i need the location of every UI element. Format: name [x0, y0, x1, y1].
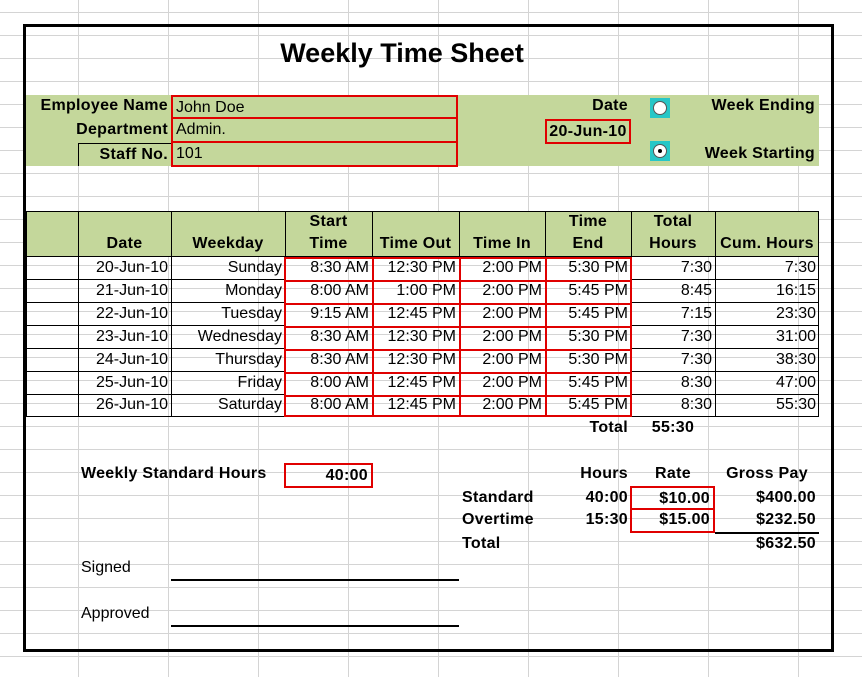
- cell-start-time[interactable]: 8:00 AM: [310, 281, 369, 299]
- cell-date: 24-Jun-10: [95, 350, 168, 368]
- cell-date: 21-Jun-10: [95, 281, 168, 299]
- standard-label: Standard: [462, 489, 534, 506]
- week-ending-label: Week Ending: [711, 97, 815, 114]
- date-label: Date: [592, 97, 628, 114]
- signed-label: Signed: [81, 559, 131, 576]
- cell-start-time[interactable]: 8:30 AM: [310, 327, 369, 345]
- cell-time-end[interactable]: 5:30 PM: [568, 259, 628, 276]
- col-header-time-out: Time Out: [379, 235, 452, 252]
- week-starting-radio[interactable]: [650, 141, 670, 161]
- cell-total-hours: 7:30: [680, 350, 712, 368]
- cell-cum-hours: 47:00: [775, 373, 816, 391]
- cell-date: 22-Jun-10: [95, 304, 168, 322]
- cell-time-out[interactable]: 12:45 PM: [387, 396, 456, 414]
- hours-header: Hours: [580, 465, 628, 482]
- approved-line[interactable]: [171, 625, 459, 627]
- overtime-rate-field[interactable]: $15.00: [630, 509, 715, 533]
- cell-time-out[interactable]: 12:30 PM: [387, 259, 456, 276]
- cell-weekday: Friday: [237, 373, 282, 391]
- date-field[interactable]: 20-Jun-10: [545, 119, 631, 144]
- cell-start-time[interactable]: 9:15 AM: [310, 304, 369, 322]
- staff-no-label: Staff No.: [78, 143, 171, 166]
- page-title: Weekly Time Sheet: [280, 38, 524, 68]
- weekly-std-hours-field[interactable]: 40:00: [284, 463, 373, 488]
- cell-time-out[interactable]: 12:30 PM: [387, 327, 456, 345]
- cell-time-out[interactable]: 12:45 PM: [387, 304, 456, 322]
- radio-dot-icon: [653, 101, 667, 115]
- col-header-end-2: End: [572, 235, 604, 252]
- cell-time-end[interactable]: 5:45 PM: [568, 281, 628, 299]
- cell-time-out[interactable]: 1:00 PM: [396, 281, 456, 299]
- cell-weekday: Saturday: [217, 396, 282, 414]
- col-header-date: Date: [106, 235, 143, 252]
- cell-weekday: Tuesday: [221, 304, 282, 322]
- standard-hours: 40:00: [585, 489, 628, 506]
- approved-label: Approved: [81, 605, 150, 622]
- cell-cum-hours: 16:15: [775, 281, 816, 299]
- cell-start-time[interactable]: 8:00 AM: [310, 396, 369, 414]
- cell-cum-hours: 7:30: [784, 259, 816, 276]
- cell-time-end[interactable]: 5:30 PM: [568, 327, 628, 345]
- cell-time-end[interactable]: 5:45 PM: [568, 396, 628, 414]
- col-header-start-1: Start: [309, 213, 348, 230]
- cell-total-hours: 7:30: [680, 259, 712, 276]
- cell-time-in[interactable]: 2:00 PM: [482, 304, 542, 322]
- cell-cum-hours: 55:30: [775, 396, 816, 414]
- cell-time-in[interactable]: 2:00 PM: [482, 281, 542, 299]
- cell-total-hours: 7:15: [680, 304, 712, 322]
- cell-start-time[interactable]: 8:30 AM: [310, 350, 369, 368]
- col-header-start-2: Time: [309, 235, 348, 252]
- week-ending-radio[interactable]: [650, 98, 670, 118]
- cell-weekday: Thursday: [215, 350, 282, 368]
- employee-name-field[interactable]: John Doe: [171, 95, 458, 119]
- cell-time-out[interactable]: 12:45 PM: [387, 373, 456, 391]
- weekly-std-hours-label: Weekly Standard Hours: [81, 465, 267, 482]
- col-header-total-1: Total: [653, 213, 693, 230]
- cell-start-time[interactable]: 8:30 AM: [310, 259, 369, 276]
- cell-date: 20-Jun-10: [95, 259, 168, 276]
- col-header-time-in: Time In: [473, 235, 531, 252]
- overtime-hours: 15:30: [585, 511, 628, 528]
- staff-no-field[interactable]: 101: [171, 143, 458, 167]
- cell-time-in[interactable]: 2:00 PM: [482, 327, 542, 345]
- cell-time-in[interactable]: 2:00 PM: [482, 373, 542, 391]
- summary-total-gross: $632.50: [756, 535, 816, 552]
- cell-weekday: Sunday: [227, 259, 282, 276]
- cell-time-out[interactable]: 12:30 PM: [387, 350, 456, 368]
- cell-total-hours: 8:45: [680, 281, 712, 299]
- standard-rate-field[interactable]: $10.00: [630, 486, 715, 510]
- cell-start-time[interactable]: 8:00 AM: [310, 373, 369, 391]
- rate-header: Rate: [655, 465, 691, 482]
- col-header-end-1: Time: [568, 213, 608, 230]
- cell-time-end[interactable]: 5:30 PM: [568, 350, 628, 368]
- table-total-value: 55:30: [651, 419, 695, 436]
- cell-time-in[interactable]: 2:00 PM: [482, 396, 542, 414]
- overtime-gross: $232.50: [756, 511, 816, 528]
- week-starting-label: Week Starting: [704, 145, 815, 162]
- cell-time-in[interactable]: 2:00 PM: [482, 259, 542, 276]
- cell-time-end[interactable]: 5:45 PM: [568, 304, 628, 322]
- cell-date: 26-Jun-10: [95, 396, 168, 414]
- cell-total-hours: 8:30: [680, 396, 712, 414]
- employee-name-label: Employee Name: [40, 97, 168, 114]
- signed-line[interactable]: [171, 579, 459, 581]
- department-field[interactable]: Admin.: [171, 119, 458, 143]
- cell-date: 25-Jun-10: [95, 373, 168, 391]
- col-header-cum-hours: Cum. Hours: [720, 235, 814, 252]
- standard-gross: $400.00: [756, 489, 816, 506]
- summary-total-label: Total: [462, 535, 501, 552]
- col-header-weekday: Weekday: [192, 235, 264, 252]
- cell-weekday: Wednesday: [197, 327, 282, 345]
- gross-pay-header: Gross Pay: [726, 465, 808, 482]
- department-label: Department: [76, 121, 168, 138]
- cell-cum-hours: 38:30: [775, 350, 816, 368]
- cell-cum-hours: 31:00: [775, 327, 816, 345]
- cell-total-hours: 7:30: [680, 327, 712, 345]
- cell-time-in[interactable]: 2:00 PM: [482, 350, 542, 368]
- col-header-total-2: Hours: [649, 235, 697, 252]
- radio-dot-selected-icon: [653, 144, 667, 158]
- cell-cum-hours: 23:30: [775, 304, 816, 322]
- table-total-label: Total: [589, 419, 628, 436]
- cell-weekday: Monday: [225, 281, 282, 299]
- cell-time-end[interactable]: 5:45 PM: [568, 373, 628, 391]
- cell-date: 23-Jun-10: [95, 327, 168, 345]
- cell-total-hours: 8:30: [680, 373, 712, 391]
- overtime-label: Overtime: [462, 511, 534, 528]
